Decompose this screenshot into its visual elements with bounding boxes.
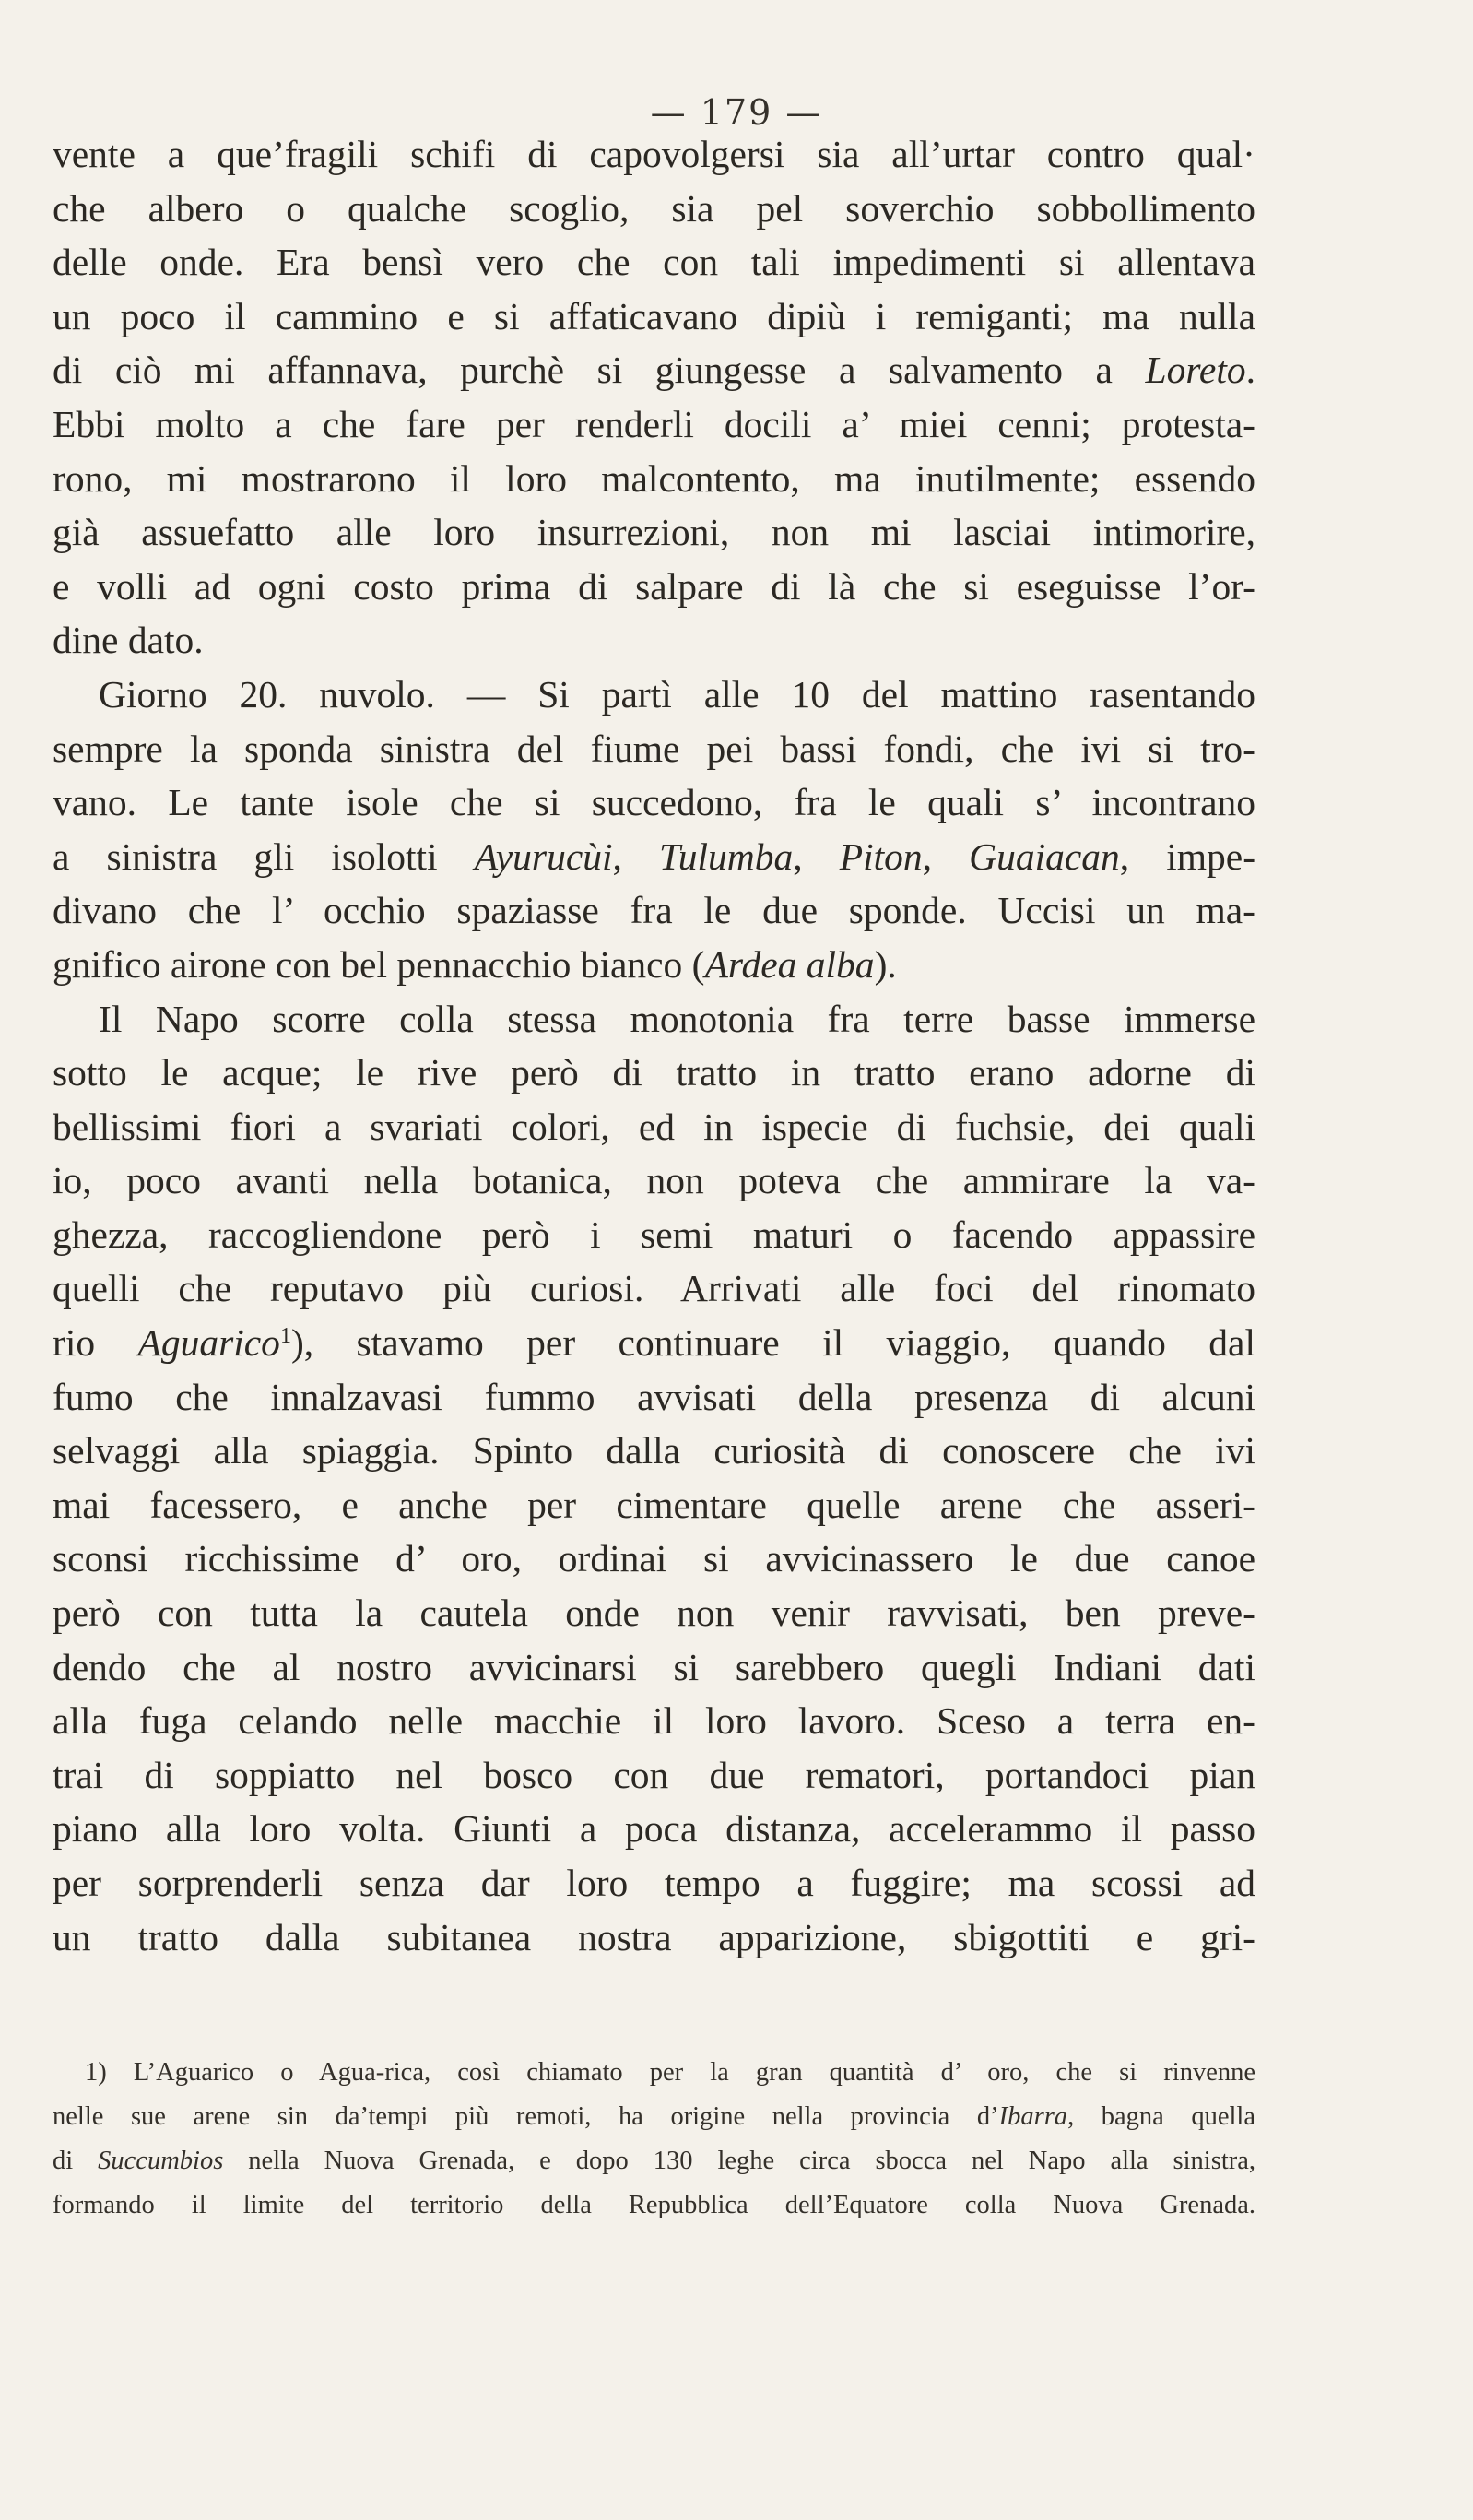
text-line: bellissimi fiori a svariati colori, ed in ispecie di fuchsie, dei quali (53, 1105, 1255, 1148)
text-line: a sinistra gli isolotti Ayurucùi, Tulumba, Piton, Guaiacan, impe- (53, 834, 1256, 878)
text-line: sempre la sponda sinistra del fiume pei bassi fondi, che ivi si tro- (53, 727, 1255, 770)
text-line: un poco il cammino e si affaticavano dipiù i remiganti; ma nulla (53, 294, 1255, 337)
text-line: delle onde. Era bensì vero che con tali impedimenti si allentava (53, 241, 1255, 284)
text-line: di ciò mi affannava, purchè si giungesse a salvamento a Loreto. (53, 349, 1255, 392)
text-line: e volli ad ogni costo prima di salpare di là che si eseguisse l’or- (53, 564, 1255, 608)
text-line: alla fuga celando nelle macchie il loro lavoro. Sceso a terra en- (53, 1699, 1255, 1743)
footnote-line: formando il limite del territorio della Repubblica dell’Equatore colla Nuova Grenada. (53, 2191, 1255, 2219)
text-line: vente a que’fragili schifi di capovolgersi sia all’urtar contro qual· (53, 133, 1255, 175)
text-line: sotto le acque; le rive però di tratto in tratto erano adorne di (53, 1051, 1255, 1094)
text-line: trai di soppiatto nel bosco con due rematori, portandoci pian (53, 1753, 1255, 1796)
body-text (53, 127, 1255, 1964)
text-line: divano che l’ occhio spaziasse fra le due sponde. Uccisi un ma- (53, 889, 1255, 932)
text-line: Il Napo scorre colla stessa monotonia fra terre basse immerse (99, 997, 1255, 1040)
text-line: io, poco avanti nella botanica, non poteva che ammirare la va- (53, 1159, 1255, 1202)
text-line: un tratto dalla subitanea nostra apparizione, sbigottiti e gri- (53, 1915, 1255, 1958)
text-line: gnifico airone con bel pennacchio bianco (Ardea alba). (53, 942, 897, 986)
footnote-line: di Succumbios nella Nuova Grenada, e dopo 130 leghe circa sbocca nel Napo alla sinistra, (53, 2147, 1255, 2175)
text-line: dendo che al nostro avvicinarsi si sarebbero quegli Indiani dati (53, 1645, 1255, 1688)
text-line: per sorprenderli senza dar loro tempo a fuggire; ma scossi ad (53, 1862, 1255, 1904)
footnotes (53, 2051, 1255, 2228)
text-line: piano alla loro volta. Giunti a poca distanza, accelerammo il passo (53, 1807, 1255, 1851)
footnote-line: 1) L’Aguarico o Agua-rica, così chiamato per la gran quantità d’ oro, che si rinvenne (85, 2058, 1255, 2087)
text-line: rono, mi mostrarono il loro malcontento, ma inutilmente; essendo (53, 456, 1255, 500)
page-number: — 179 — (650, 92, 823, 133)
text-line: mai facessero, e anche per cimentare quelle arene che asseri- (53, 1483, 1255, 1526)
text-line: dine dato. (53, 619, 204, 662)
footnote-line: nelle sue arene sin da’tempi più remoti, ha origine nella provincia d’Ibarra, bagna quella (53, 2102, 1255, 2131)
text-line: selvaggi alla spiaggia. Spinto dalla curiosità di conoscere che ivi (53, 1429, 1255, 1473)
text-line: che albero o qualche scoglio, sia pel soverchio sobbollimento (53, 186, 1255, 230)
text-line: Giorno 20. nuvolo. — Si partì alle 10 del mattino rasentando (99, 672, 1255, 716)
text-line: Ebbi molto a che fare per renderli docili a’ miei cenni; protesta- (53, 402, 1255, 445)
text-line: vano. Le tante isole che si succedono, fra le quali s’ incontrano (53, 781, 1255, 824)
text-line: ghezza, raccogliendone però i semi maturi o facendo appassire (53, 1213, 1255, 1256)
text-line: però con tutta la cautela onde non venir ravvisati, ben preve- (53, 1591, 1255, 1635)
text-line: quelli che reputavo più curiosi. Arrivati alle foci del rinomato (53, 1267, 1255, 1310)
text-line: sconsi ricchissime d’ oro, ordinai si avvicinassero le due canoe (53, 1537, 1255, 1580)
text-line: già assuefatto alle loro insurrezioni, non mi lasciai intimorire, (53, 511, 1255, 554)
text-line: fumo che innalzavasi fummo avvisati della presenza di alcuni (53, 1375, 1255, 1418)
text-line: rio Aguarico$^1$), stavamo per continuare il viaggio, quando dal (53, 1321, 1255, 1365)
